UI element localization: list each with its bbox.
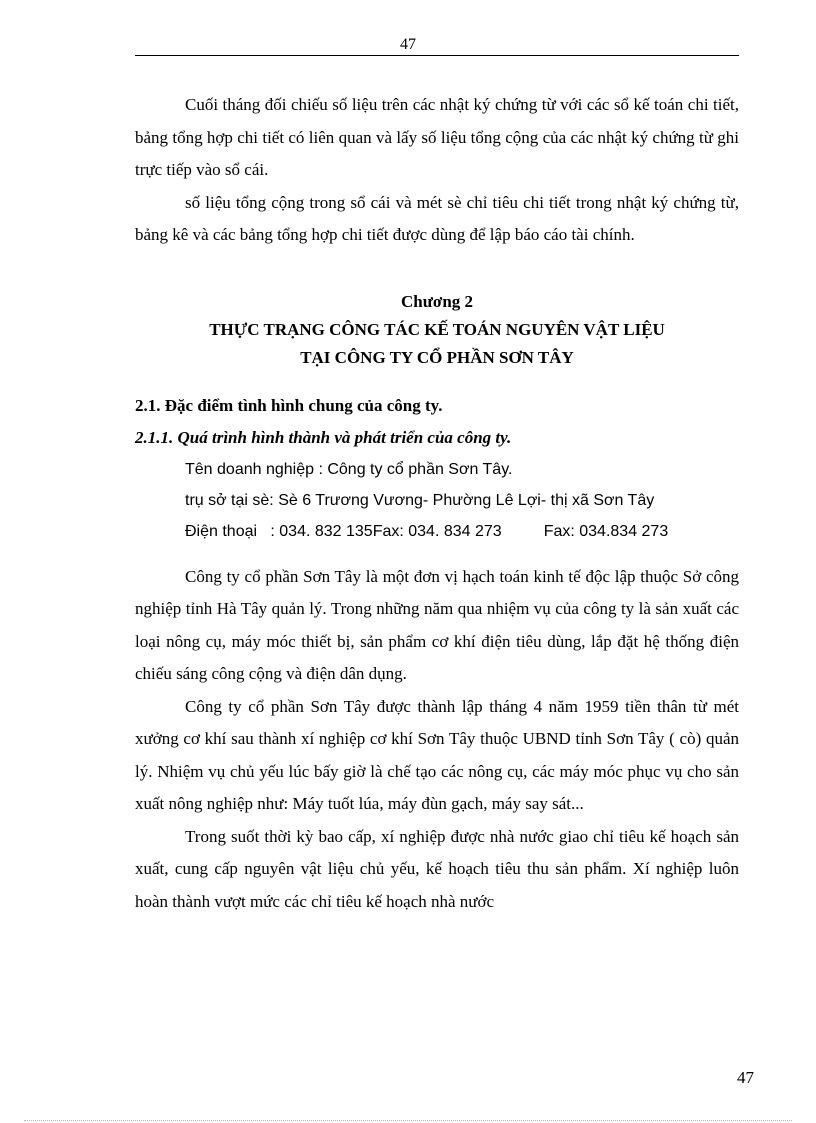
page-bottom-border [24, 1120, 792, 1121]
company-address-line: trụ sở tại sè: Sè 6 Trương Vương- Phường Lê Lợi- thị xã Sơn Tây [185, 491, 655, 509]
body-paragraph-3: Trong suốt thời kỳ bao cấp, xí nghiệp được nhà nước giao chỉ tiêu kế hoạch sản xuất, cung cấp nguyên vật liệu chủ yếu, kế hoạch tiêu thu sản phẩm. Xí nghiệp luôn hoàn thành vượt mức các chỉ tiêu kế hoạch nhà nước [135, 826, 739, 911]
section-heading-2-1-1: 2.1.1. Quá trình hình thành và phát triển của công ty. [135, 427, 512, 447]
chapter-label: Chương 2 [400, 291, 474, 311]
company-info [135, 454, 739, 547]
company-name-line: Tên doanh nghiệp : Công ty cổ phần Sơn Tây. [185, 460, 513, 478]
body-paragraph-2: Công ty cổ phần Sơn Tây được thành lập tháng 4 năm 1959 tiền thân từ mét xưởng cơ khí sau thành xí nghiệp cơ khí Sơn Tây thuộc UBND tỉnh Sơn Tây ( cò) quản lý. Nhiệm vụ chủ yếu lúc bấy giờ là chế tạo các nông cụ, các máy móc phục vụ cho sản xuất nông nghiệp như: Máy tuốt lúa, máy đùn gạch, máy say sát... [135, 696, 739, 813]
company-fax-text: Fax: 034.834 273 [543, 522, 669, 540]
chapter-title-line-1: THỰC TRẠNG CÔNG TÁC KẾ TOÁN NGUYÊN VẬT LIỆU [209, 319, 665, 339]
section-heading-2-1: 2.1. Đặc điểm tình hình chung của công ty. [135, 395, 443, 415]
page-content [135, 89, 739, 918]
intro-paragraph-2: số liệu tổng cộng trong sổ cái và mét sè chỉ tiêu chi tiết trong nhật ký chứng từ, bảng kê và các bảng tổng hợp chi tiết được dùng để lập báo cáo tài chính. [135, 192, 739, 244]
footer-page-number: 47 [737, 1068, 754, 1087]
company-phone-line [185, 516, 739, 547]
body-paragraph-1: Công ty cổ phần Sơn Tây là một đơn vị hạch toán kinh tế độc lập thuộc Sở công nghiệp tỉnh Hà Tây quản lý. Trong những năm qua nhiệm vụ của công ty là sản xuất các loại nông cụ, máy móc thiết bị, sản phẩm cơ khí điện tiêu dùng, lắp đặt hệ thống điện chiếu sáng công cộng và điện dân dụng. [135, 566, 739, 683]
header-page-number: 47 [400, 36, 416, 53]
header-rule [135, 55, 739, 56]
intro-paragraph-1: Cuối tháng đối chiếu số liệu trên các nhật ký chứng từ với các sổ kế toán chi tiết, bảng tổng hợp chi tiết có liên quan và lấy số liệu tổng cộng của các nhật ký chứng từ ghi trực tiếp vào sổ cái. [135, 95, 739, 179]
company-phone-text: Điện thoại : 034. 832 135Fax: 034. 834 273 [185, 522, 502, 540]
chapter-title-line-2: TẠI CÔNG TY CỔ PHẦN SƠN TÂY [300, 347, 574, 367]
